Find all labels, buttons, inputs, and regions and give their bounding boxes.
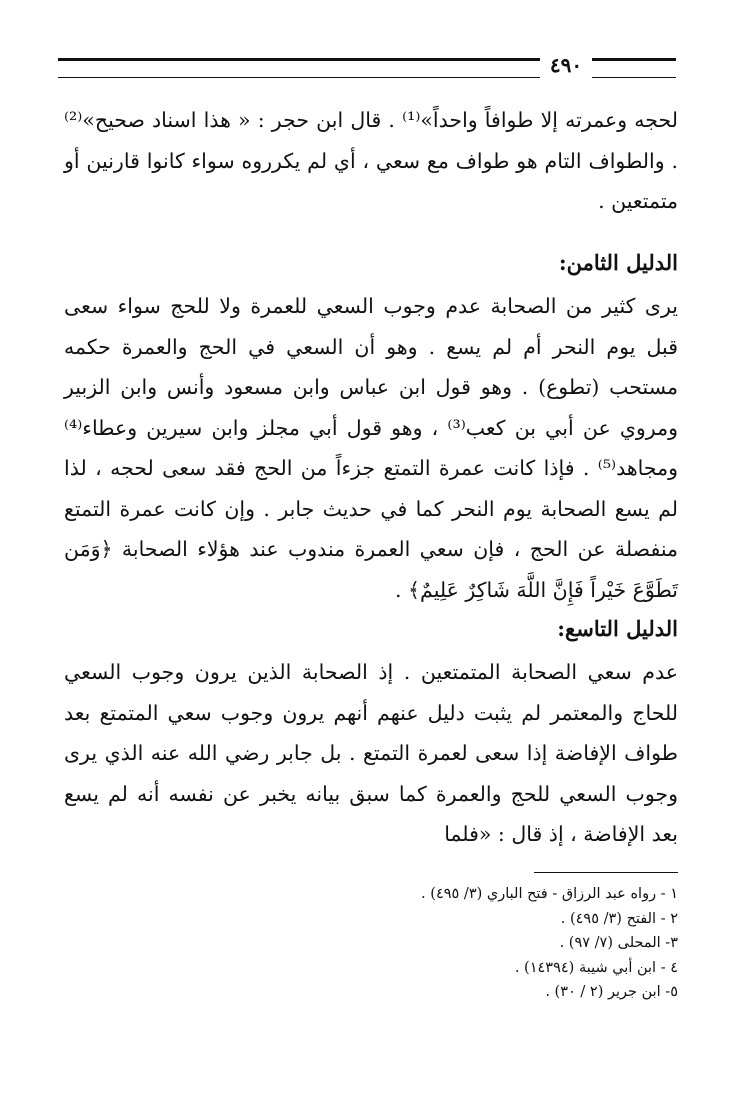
page-number: ٤٩٠ bbox=[549, 53, 583, 77]
section-9-paragraph: عدم سعي الصحابة المتمتعين . إذ الصحابة الذين يرون وجوب السعي للحاج والمعتمر لم يثبت دليل عنهم أنهم يرون وجوب سعي المتمتع بعد طواف الإفاضة إذا سعى لعمرة التمتع . بل جابر رضي الله عنه الذي يرى وجوب السعي للحج والعمرة كما سبق بيانه يخبر عن نفسه أنه لم يسع بعد الإفاضة ، إذ قال : «فلما bbox=[64, 660, 678, 846]
footnote-item: ٤ - ابن أبي شيبة (١٤٣٩٤) . bbox=[514, 959, 678, 976]
intro-paragraph: لحجه وعمرته إلا طوافاً واحداً»⁽¹⁾ . قال ابن حجر : « هذا اسناد صحيح»⁽²⁾ . والطواف التام هو طواف مع سعي ، أي لم يكرروه سواء كانوا قارنين أو متمتعين . bbox=[64, 108, 678, 213]
section-8-heading: الدليل الثامن: bbox=[558, 250, 678, 275]
footnote-item: ٣- المحلى (٧/ ٩٧) . bbox=[559, 935, 678, 951]
header-rule-left bbox=[58, 58, 540, 78]
footnote-separator bbox=[534, 872, 678, 873]
footnote-item: ٢ - الفتح (٣/ ٤٩٥) . bbox=[560, 910, 678, 927]
section-8-paragraph: يرى كثير من الصحابة عدم وجوب السعي للعمرة ولا للحج سواء سعى قبل يوم النحر أم لم يسع . وهو أن السعي في الحج والعمرة حكمه مستحب (تطوع) . وهو قول ابن عباس وابن مسعود وأنس وابن الزبير ومروي عن أبي بن كعب⁽³⁾ ، وهو قول أبي مجلز وابن سيرين وعطاء⁽⁴⁾ ومجاهد⁽⁵⁾ . فإذا كانت عمرة التمتع جزءاً من الحج فقد سعى لحجه ، لذا لم يسع الصحابة يوم النحر كما في حديث جابر . وإن كانت عمرة التمتع منفصلة عن الحج ، فإن سعي العمرة مندوب عند هؤلاء الصحابة ﴿وَمَن تَطَوَّعَ خَيْراً فَإِنَّ اللَّهَ شَاكِرٌ عَلِيمٌ﴾ . bbox=[64, 294, 678, 602]
footnote-item: ٥- ابن جرير (٢ / ٣٠) . bbox=[545, 984, 678, 1000]
header-rule-right bbox=[592, 58, 676, 78]
footnote-item: ١ - رواه عبد الرزاق - فتح الباري (٣/ ٤٩٥) . bbox=[421, 886, 678, 902]
section-9-heading: الدليل التاسع: bbox=[557, 616, 678, 641]
footnotes bbox=[421, 882, 678, 1005]
